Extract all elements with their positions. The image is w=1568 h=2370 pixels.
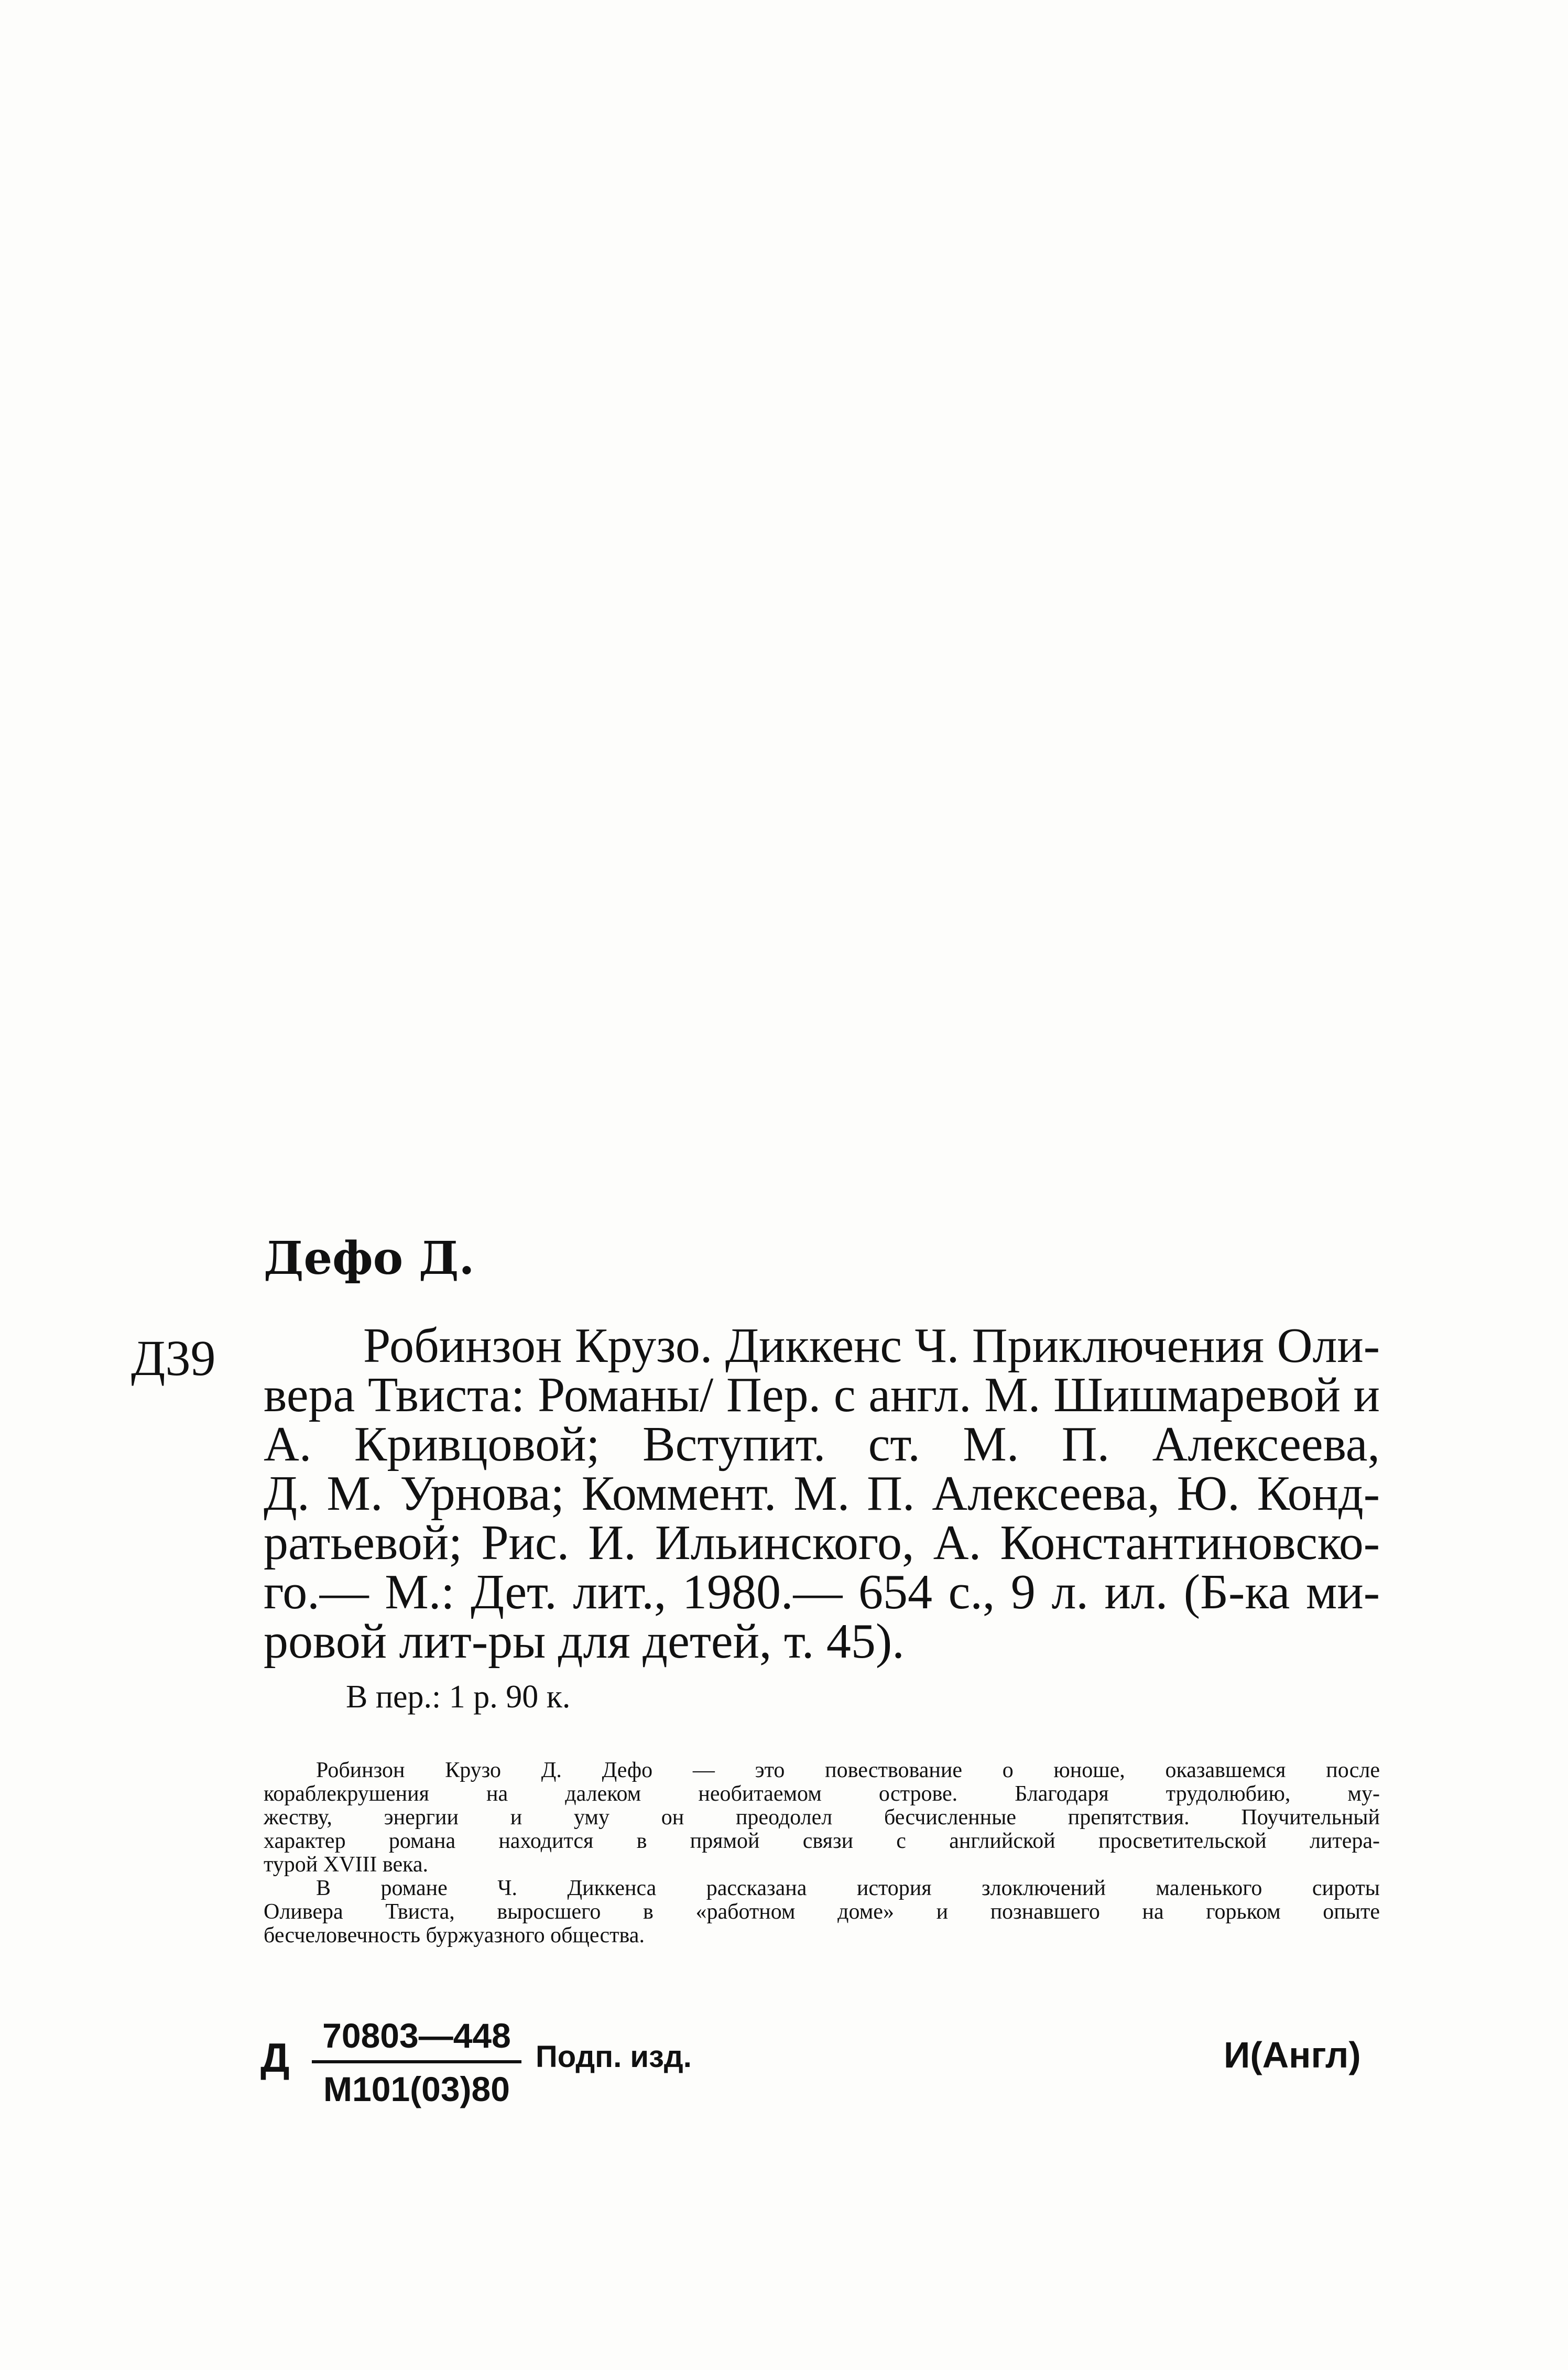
entry-line: Д. М. Урнова; Коммент. М. П. Алексеева, Ю. Конд- (264, 1466, 1380, 1521)
annotation-line: жеству, энергии и уму он преодолел бесчисленные препятствия. Поучительный (264, 1805, 1380, 1830)
bibliographic-entry (264, 1318, 1380, 1669)
footer-letter: Д (260, 2034, 290, 2081)
fraction-bar (312, 2060, 521, 2063)
price-line: В пер.: 1 р. 90 к. (346, 1679, 571, 1715)
annotation-line: кораблекрушения на далеком необитаемом острове. Благодаря трудолюбию, му- (264, 1782, 1380, 1806)
entry-line: А. Кривцовой; Вступит. ст. М. П. Алексеева, (264, 1417, 1380, 1471)
fraction-numerator: 70803—448 (322, 2016, 511, 2055)
annotation-line: В романе Ч. Диккенса рассказана история злоключений маленького сироты (316, 1876, 1380, 1900)
annotation (264, 1759, 1380, 1947)
catalog-code: Д39 (131, 1330, 216, 1386)
entry-line: го.— М.: Дет. лит., 1980.— 654 с., 9 л. ил. (Б-ка ми- (264, 1565, 1380, 1619)
entry-line: ратьевой; Рис. И. Ильинского, А. Константиновско- (264, 1516, 1380, 1570)
entry-line: Робинзон Крузо. Диккенс Ч. Приключения Оли- (363, 1318, 1380, 1373)
annotation-line: Робинзон Крузо Д. Дефо — это повествование о юноше, оказавшемся после (316, 1758, 1380, 1782)
annotation-line: турой XVIII века. (264, 1853, 429, 1877)
classification-code: И(Англ) (1224, 2034, 1361, 2075)
annotation-line: бесчеловечность буржуазного общества. (264, 1923, 645, 1947)
fraction-denominator: М101(03)80 (323, 2070, 510, 2108)
annotation-line: характер романа находится в прямой связи с английской просветительской литера- (264, 1829, 1380, 1853)
subscription-label: Подп. изд. (536, 2040, 692, 2074)
entry-line: вера Твиста: Романы/ Пер. с англ. М. Шишмаревой и (264, 1368, 1380, 1422)
author-heading: Дефо Д. (264, 1232, 475, 1285)
entry-line: ровой лит-ры для детей, т. 45). (264, 1614, 905, 1669)
index-fraction (312, 2013, 521, 2112)
annotation-line: Оливера Твиста, выросшего в «работном доме» и познавшего на горьком опыте (264, 1900, 1380, 1924)
